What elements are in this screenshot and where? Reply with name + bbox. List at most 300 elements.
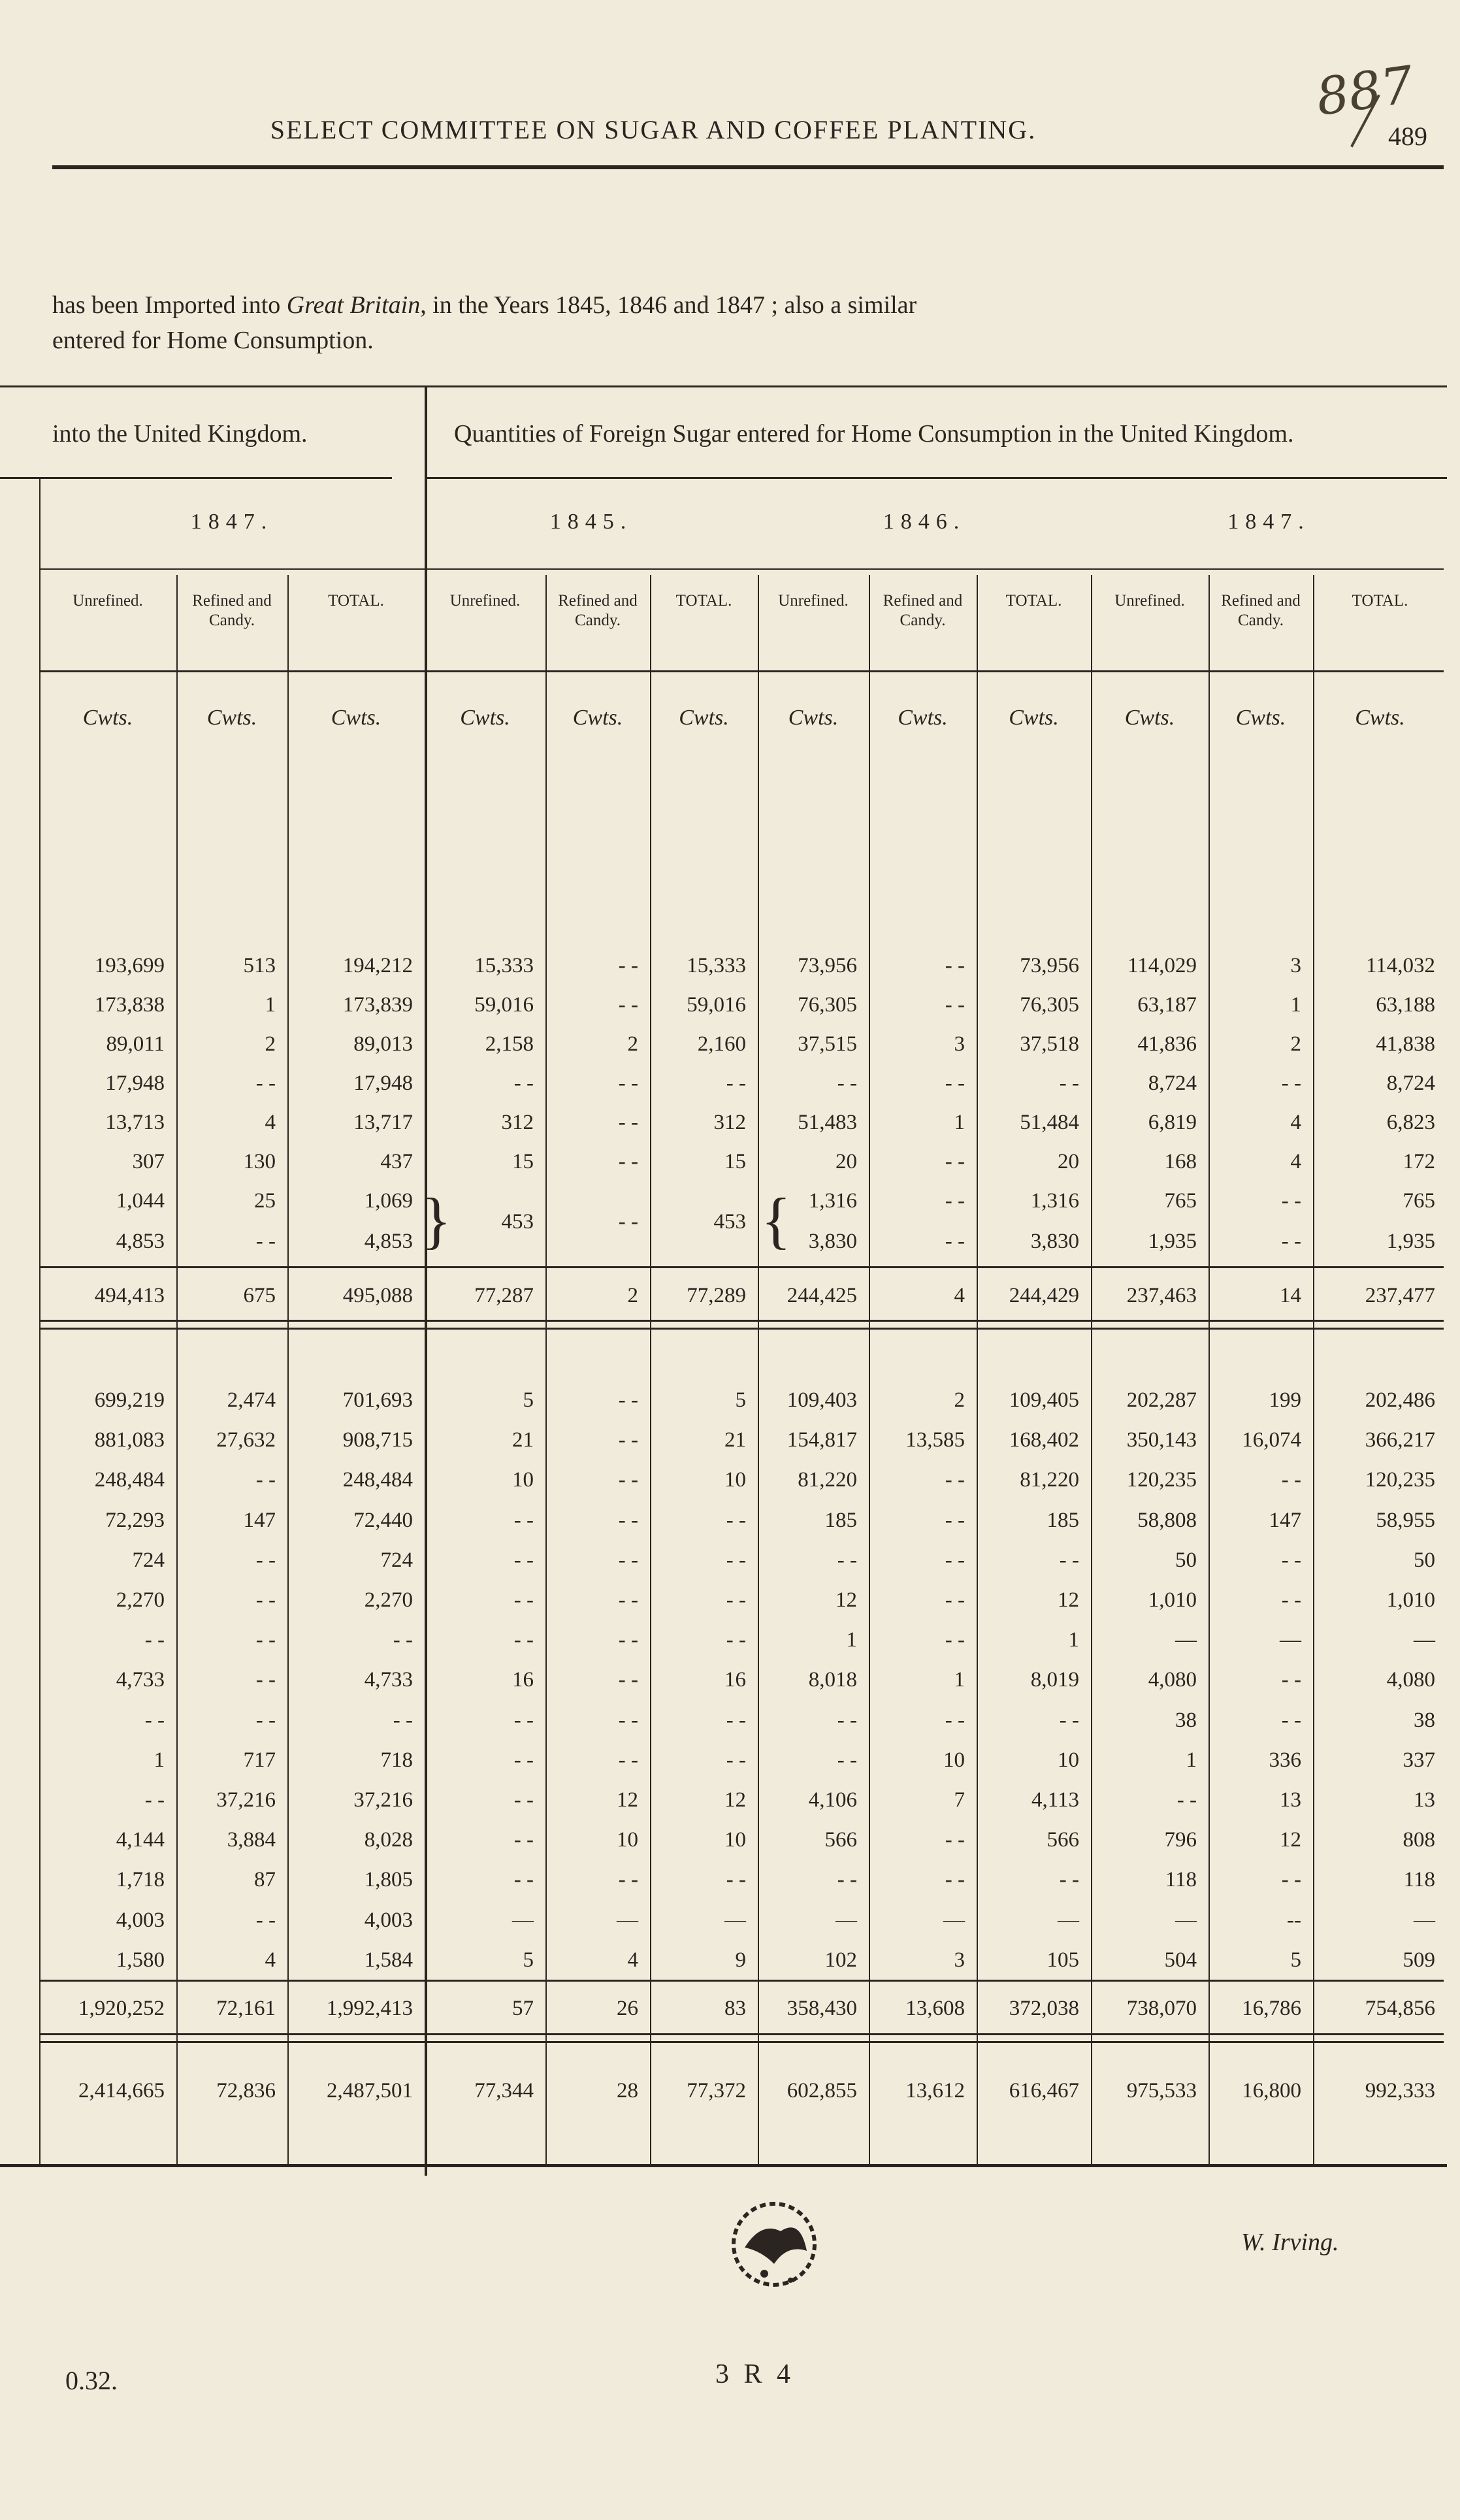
table-cell: 172	[1403, 1150, 1435, 1173]
table-cell: 89,011	[106, 1032, 165, 1056]
table-cell: 41,838	[1376, 1032, 1435, 1056]
table-cell: 566	[1046, 1828, 1079, 1852]
column-header: TOTAL.	[675, 592, 732, 610]
table-cell: 114,032	[1365, 954, 1435, 977]
table-cell: 5	[523, 1388, 534, 1412]
grand-total-cell: 992,333	[1365, 2079, 1435, 2103]
table-cell: - -	[513, 1548, 534, 1572]
table-cell: 8,724	[1386, 1072, 1435, 1095]
table-cell: 51,483	[798, 1111, 857, 1134]
column-header: Unrefined.	[449, 592, 521, 610]
table-cell: —	[1175, 1628, 1197, 1652]
table-cell: 509	[1403, 1948, 1435, 1972]
table-cell: 50	[1175, 1548, 1197, 1572]
table-cell: - -	[618, 1628, 638, 1652]
table-cell: 366,217	[1365, 1428, 1435, 1452]
running-title: SELECT COMMITTEE ON SUGAR AND COFFEE PLANTING.	[270, 115, 1037, 144]
table-cell: 38	[1414, 1708, 1435, 1732]
table-cell: - -	[1281, 1668, 1301, 1692]
subtotal-cell: 738,070	[1126, 1997, 1197, 2020]
table-cell: 81,220	[1020, 1468, 1079, 1492]
table-cell: - -	[945, 954, 965, 977]
subtotal-cell: 675	[243, 1284, 276, 1307]
table-cell: - -	[945, 1868, 965, 1892]
table-cell: - -	[393, 1628, 413, 1652]
table-cell: 118	[1165, 1868, 1197, 1892]
table-cell: 10	[1058, 1748, 1079, 1772]
table-cell: - -	[513, 1868, 534, 1892]
table-cell: - -	[513, 1708, 534, 1732]
table-cell: 437	[380, 1150, 413, 1173]
table-cell: 185	[1046, 1508, 1079, 1532]
table-cell: 17,948	[105, 1072, 165, 1095]
table-cell: 336	[1269, 1748, 1301, 1772]
table-cell: 1,316	[1030, 1189, 1079, 1213]
unit-label: Cwts.	[1124, 706, 1175, 730]
table-cell: - -	[255, 1628, 276, 1652]
unit-label: Cwts.	[1235, 706, 1286, 730]
table-cell: 3	[1290, 954, 1301, 977]
table-cell: - -	[726, 1748, 746, 1772]
table-cell: - -	[945, 1230, 965, 1253]
handwritten-folio-number: 887	[1312, 56, 1418, 127]
table-cell: 1	[265, 993, 276, 1017]
section-divider-rule	[425, 385, 427, 2176]
table-cell: 8,724	[1148, 1072, 1197, 1095]
group1-total-top-rule	[39, 1266, 1444, 1268]
table-cell: - -	[144, 1788, 165, 1812]
table-cell: 37,515	[798, 1032, 857, 1056]
table-cell: 72,440	[353, 1508, 413, 1532]
table-cell: - -	[618, 1668, 638, 1692]
grand-total-cell: 72,836	[216, 2079, 276, 2103]
subtotal-cell: 57	[512, 1997, 534, 2020]
table-cell: - -	[513, 1828, 534, 1852]
table-cell: 699,219	[94, 1388, 165, 1412]
table-cell: 13	[1280, 1788, 1301, 1812]
column-header: Refined and Candy.	[192, 592, 272, 629]
table-cell: —	[512, 1908, 534, 1932]
table-cell: 15	[724, 1150, 746, 1173]
column-header: Unrefined.	[1114, 592, 1185, 610]
table-cell: 1,805	[364, 1868, 413, 1892]
table-cell: 13,713	[105, 1111, 165, 1134]
right-title-rule	[425, 477, 1447, 479]
column-header: Unrefined.	[73, 592, 143, 610]
table-cell: 337	[1403, 1748, 1435, 1772]
unit-label: Cwts.	[460, 706, 510, 730]
grand-total-cell: 2,487,501	[327, 2079, 413, 2103]
table-top-rule	[0, 385, 1447, 387]
unit-label: Cwts.	[1355, 706, 1405, 730]
table-cell: —	[835, 1908, 857, 1932]
table-cell: - -	[144, 1628, 165, 1652]
table-cell: 908,715	[342, 1428, 413, 1452]
table-cell: 3,830	[1030, 1230, 1079, 1253]
table-cell: 63,187	[1137, 993, 1197, 1017]
table-cell: - -	[837, 1868, 857, 1892]
table-cell: 4	[627, 1948, 638, 1972]
table-cell: - -	[618, 1588, 638, 1612]
table-cell: 173,839	[342, 993, 413, 1017]
table-cell: - -	[726, 1628, 746, 1652]
table-cell: 724	[132, 1548, 165, 1572]
table-cell: 1	[954, 1668, 965, 1692]
table-cell: 248,484	[342, 1468, 413, 1492]
table-cell: 73,956	[798, 954, 857, 977]
table-cell: 1,316	[808, 1189, 857, 1213]
table-cell: - -	[618, 1468, 638, 1492]
table-cell: - -	[945, 993, 965, 1017]
subtotal-cell: 237,477	[1365, 1284, 1435, 1307]
year-header: 1845.	[549, 510, 633, 534]
table-cell: 504	[1164, 1948, 1197, 1972]
table-cell: 73,956	[1020, 954, 1079, 977]
grand-total-cell: 13,612	[905, 2079, 965, 2103]
table-cell: 17,948	[353, 1072, 413, 1095]
table-cell: 2	[265, 1032, 276, 1056]
table-cell: 27,632	[216, 1428, 276, 1452]
table-cell: 13	[1414, 1788, 1435, 1812]
column-header: Refined and Candy.	[883, 592, 963, 629]
table-cell: 12	[724, 1788, 746, 1812]
sugar-import-table	[0, 385, 1447, 2176]
table-cell: 13,717	[353, 1111, 413, 1134]
table-cell: 4	[265, 1111, 276, 1134]
table-cell: 4,003	[116, 1908, 165, 1932]
table-cell: 202,486	[1365, 1388, 1435, 1412]
table-cell: - -	[618, 1150, 638, 1173]
table-cell: 154,817	[787, 1428, 857, 1452]
table-cell: 12	[835, 1588, 857, 1612]
table-cell: 1	[954, 1111, 965, 1134]
group2-total-rule-b	[39, 2041, 1444, 2043]
grand-total-cell: 77,344	[474, 2079, 534, 2103]
table-cell: 5	[735, 1388, 746, 1412]
table-cell: 81,220	[798, 1468, 857, 1492]
bracketed-cell: 453	[713, 1210, 746, 1234]
table-cell: 4,080	[1386, 1668, 1435, 1692]
table-cell: 1	[1068, 1628, 1079, 1652]
group1-total-rule-b	[39, 1328, 1444, 1330]
table-cell: 4	[1290, 1111, 1301, 1134]
table-cell: - -	[726, 1508, 746, 1532]
subtotal-cell: 72,161	[216, 1997, 276, 2020]
table-cell: - -	[513, 1508, 534, 1532]
subtotal-cell: 4	[954, 1284, 965, 1307]
intro-line1-suffix: , in the Years 1845, 1846 and 1847 ; also a similar	[420, 291, 917, 319]
table-cell: 114,029	[1127, 954, 1197, 977]
subtotal-cell: 77,287	[474, 1284, 534, 1307]
table-cell: 5	[1290, 1948, 1301, 1972]
bracketed-cell: - -	[618, 1210, 638, 1234]
table-cell: 15,333	[474, 954, 534, 977]
table-cell: 8,018	[808, 1668, 857, 1692]
table-cell: 21	[512, 1428, 534, 1452]
subtotal-cell: 2	[627, 1284, 638, 1307]
table-cell: 51,484	[1020, 1111, 1079, 1134]
table-cell: - -	[945, 1508, 965, 1532]
table-cell: 50	[1414, 1548, 1435, 1572]
table-cell: 72,293	[105, 1508, 165, 1532]
table-cell: - -	[726, 1072, 746, 1095]
table-cell: - -	[618, 1508, 638, 1532]
unit-label: Cwts.	[206, 706, 257, 730]
subtotal-cell: 16,786	[1242, 1997, 1301, 2020]
unit-label: Cwts.	[1009, 706, 1059, 730]
table-cell: 513	[243, 954, 276, 977]
unit-label: Cwts.	[331, 706, 381, 730]
table-cell: - -	[1059, 1708, 1079, 1732]
table-cell: - -	[1059, 1548, 1079, 1572]
table-cell: - -	[726, 1868, 746, 1892]
table-cell: 718	[380, 1748, 413, 1772]
table-cell: 59,016	[474, 993, 534, 1017]
table-cell: - -	[945, 1628, 965, 1652]
table-cell: 120,235	[1126, 1468, 1197, 1492]
subtotal-cell: 77,289	[687, 1284, 746, 1307]
table-cell: 130	[243, 1150, 276, 1173]
year-rule	[39, 568, 1444, 570]
table-cell: 10	[943, 1748, 965, 1772]
table-cell: 12	[1280, 1828, 1301, 1852]
table-cell: 1,010	[1148, 1588, 1197, 1612]
table-cell: 59,016	[687, 993, 746, 1017]
table-cell: - -	[255, 1548, 276, 1572]
table-cell: - -	[837, 1748, 857, 1772]
table-cell: 37,518	[1020, 1032, 1079, 1056]
table-cell: - -	[1176, 1788, 1197, 1812]
table-cell: 1,935	[1386, 1230, 1435, 1253]
table-cell: 21	[724, 1428, 746, 1452]
column-header: TOTAL.	[328, 592, 384, 610]
table-cell: 6,819	[1148, 1111, 1197, 1134]
table-cell: 3	[954, 1032, 965, 1056]
table-cell: - -	[255, 1668, 276, 1692]
table-cell: 16	[724, 1668, 746, 1692]
table-cell: 7	[954, 1788, 965, 1812]
subtotal-cell: 358,430	[787, 1997, 857, 2020]
table-cell: 102	[824, 1948, 857, 1972]
table-cell: 120,235	[1365, 1468, 1435, 1492]
unit-label: Cwts.	[788, 706, 839, 730]
table-cell: —	[1175, 1908, 1197, 1932]
subtotal-cell: 83	[724, 1997, 746, 2020]
table-cell: - -	[513, 1628, 534, 1652]
table-cell: - -	[1281, 1708, 1301, 1732]
brace-left-mark: {	[761, 1185, 792, 1255]
table-cell: - -	[255, 1230, 276, 1253]
table-cell: 4,853	[116, 1230, 165, 1253]
table-cell: - -	[726, 1588, 746, 1612]
table-cell: 10	[724, 1828, 746, 1852]
table-cell: 1	[1186, 1748, 1197, 1772]
table-cell: 10	[724, 1468, 746, 1492]
table-cell: - -	[618, 1428, 638, 1452]
table-cell: 3	[954, 1948, 965, 1972]
table-cell: 4,080	[1148, 1668, 1197, 1692]
table-cell: 312	[713, 1111, 746, 1134]
table-cell: - -	[255, 1072, 276, 1095]
table-cell: 13,585	[905, 1428, 965, 1452]
table-cell: 20	[835, 1150, 857, 1173]
table-cell: —	[1058, 1908, 1079, 1932]
table-cell: 1	[846, 1628, 857, 1652]
table-cell: 566	[824, 1828, 857, 1852]
table-cell: 1,580	[116, 1948, 165, 1972]
table-cell: 765	[1164, 1189, 1197, 1213]
table-cell: - -	[393, 1708, 413, 1732]
table-cell: 248,484	[94, 1468, 165, 1492]
left-title-rule	[0, 477, 392, 479]
table-cell: —	[1414, 1628, 1435, 1652]
table-cell: 4	[265, 1948, 276, 1972]
subtotal-cell: 1,992,413	[327, 1997, 413, 2020]
table-cell: - -	[945, 1828, 965, 1852]
year-header: 1846.	[883, 510, 966, 534]
table-cell: - -	[945, 1150, 965, 1173]
table-cell: 2	[627, 1032, 638, 1056]
table-cell: 796	[1164, 1828, 1197, 1852]
subtotal-cell: 244,425	[787, 1284, 857, 1307]
table-cell: 5	[523, 1948, 534, 1972]
left-section-title: into the United Kingdom.	[52, 420, 308, 448]
table-cell: —	[1280, 1628, 1301, 1652]
table-cell: 8,028	[364, 1828, 413, 1852]
table-cell: 1,010	[1386, 1588, 1435, 1612]
table-cell: 4,853	[364, 1230, 413, 1253]
table-cell: 2,270	[116, 1588, 165, 1612]
table-cell: 307	[132, 1150, 165, 1173]
column-header: Unrefined.	[778, 592, 849, 610]
table-cell: 765	[1403, 1189, 1435, 1213]
table-cell: - -	[618, 1708, 638, 1732]
table-cell: - -	[1281, 1548, 1301, 1572]
table-cell: 10	[617, 1828, 638, 1852]
table-cell: - -	[837, 1548, 857, 1572]
table-cell: - -	[618, 1072, 638, 1095]
table-cell: - -	[255, 1468, 276, 1492]
table-cell: 15	[512, 1150, 534, 1173]
table-cell: - -	[144, 1708, 165, 1732]
table-cell: 12	[617, 1788, 638, 1812]
table-cell: 38	[1175, 1708, 1197, 1732]
table-cell: 147	[243, 1508, 276, 1532]
subtotal-cell: 244,429	[1009, 1284, 1079, 1307]
signature: W. Irving.	[1241, 2229, 1339, 2256]
brace-right-mark: }	[421, 1185, 452, 1255]
table-cell: 193,699	[94, 954, 165, 977]
table-cell: 1	[1290, 993, 1301, 1017]
table-cell: 881,083	[94, 1428, 165, 1452]
bracketed-cell: 453	[501, 1210, 534, 1234]
table-cell: 37,216	[353, 1788, 413, 1812]
table-cell: 1,718	[116, 1868, 165, 1892]
table-cell: —	[617, 1908, 638, 1932]
table-cell: - -	[726, 1708, 746, 1732]
table-cell: - -	[1281, 1189, 1301, 1213]
table-cell: 1,584	[364, 1948, 413, 1972]
subtotal-cell: 26	[617, 1997, 638, 2020]
table-cell: - -	[837, 1708, 857, 1732]
table-cell: - -	[1059, 1868, 1079, 1892]
table-cell: 63,188	[1376, 993, 1435, 1017]
table-cell: 76,305	[798, 993, 857, 1017]
table-cell: - -	[618, 954, 638, 977]
paper-reference: 0.32.	[65, 2366, 118, 2395]
table-cell: 168,402	[1009, 1428, 1079, 1452]
table-cell: 4,733	[116, 1668, 165, 1692]
table-cell: 2	[954, 1388, 965, 1412]
table-cell: 1	[154, 1748, 165, 1772]
right-section-title: Quantities of Foreign Sugar entered for Home Consumption in the United Kingdom.	[454, 420, 1294, 448]
table-cell: - -	[618, 1748, 638, 1772]
subtotal-cell: 237,463	[1126, 1284, 1197, 1307]
table-cell: 701,693	[342, 1388, 413, 1412]
table-cell: - -	[255, 1588, 276, 1612]
table-cell: - -	[513, 1072, 534, 1095]
table-cell: - -	[1281, 1072, 1301, 1095]
table-cell: 312	[501, 1111, 534, 1134]
table-cell: 2,160	[697, 1032, 746, 1056]
table-cell: - -	[945, 1548, 965, 1572]
table-cell: 1,044	[116, 1189, 165, 1213]
table-cell: 4,003	[364, 1908, 413, 1932]
table-cell: - -	[255, 1708, 276, 1732]
table-cell: - -	[945, 1588, 965, 1612]
table-cell: 3,830	[808, 1230, 857, 1253]
table-cell: 3,884	[227, 1828, 276, 1852]
table-cell: - -	[837, 1072, 857, 1095]
subtotal-cell: 495,088	[342, 1284, 413, 1307]
table-cell: 808	[1403, 1828, 1435, 1852]
table-cell: 1,935	[1148, 1230, 1197, 1253]
table-cell: - -	[1281, 1588, 1301, 1612]
subtotal-cell: 1,920,252	[78, 1997, 165, 2020]
table-cell: —	[943, 1908, 965, 1932]
grand-total-cell: 616,467	[1009, 2079, 1079, 2103]
intro-line1-italic: Great Britain	[286, 291, 421, 319]
table-bottom-rule	[0, 2164, 1447, 2167]
library-stamp	[709, 2192, 839, 2303]
table-cell: 4,144	[116, 1828, 165, 1852]
subtotal-cell: 372,038	[1009, 1997, 1079, 2020]
grand-total-cell: 16,800	[1242, 2079, 1301, 2103]
table-cell: 2,474	[227, 1388, 276, 1412]
table-cell: 1,069	[364, 1189, 413, 1213]
group2-total-rule-a	[39, 2033, 1444, 2035]
table-cell: - -	[945, 1468, 965, 1492]
table-cell: - -	[1281, 1230, 1301, 1253]
table-cell: 717	[243, 1748, 276, 1772]
group1-total-rule-a	[39, 1320, 1444, 1322]
table-cell: - -	[618, 1388, 638, 1412]
table-cell: 724	[380, 1548, 413, 1572]
table-cell: 199	[1269, 1388, 1301, 1412]
table-cell: 8,019	[1030, 1668, 1079, 1692]
table-cell: - -	[618, 1111, 638, 1134]
table-cell: - -	[945, 1189, 965, 1213]
table-cell: 109,403	[787, 1388, 857, 1412]
table-cell: 4,106	[808, 1788, 857, 1812]
table-cell: 2,270	[364, 1588, 413, 1612]
subtotal-cell: 494,413	[94, 1284, 165, 1307]
printer-signature-mark: 3 R 4	[715, 2359, 795, 2389]
table-cell: - -	[1281, 1468, 1301, 1492]
column-header: Refined and Candy.	[558, 592, 638, 629]
unit-label: Cwts.	[679, 706, 729, 730]
table-cell: 173,838	[94, 993, 165, 1017]
